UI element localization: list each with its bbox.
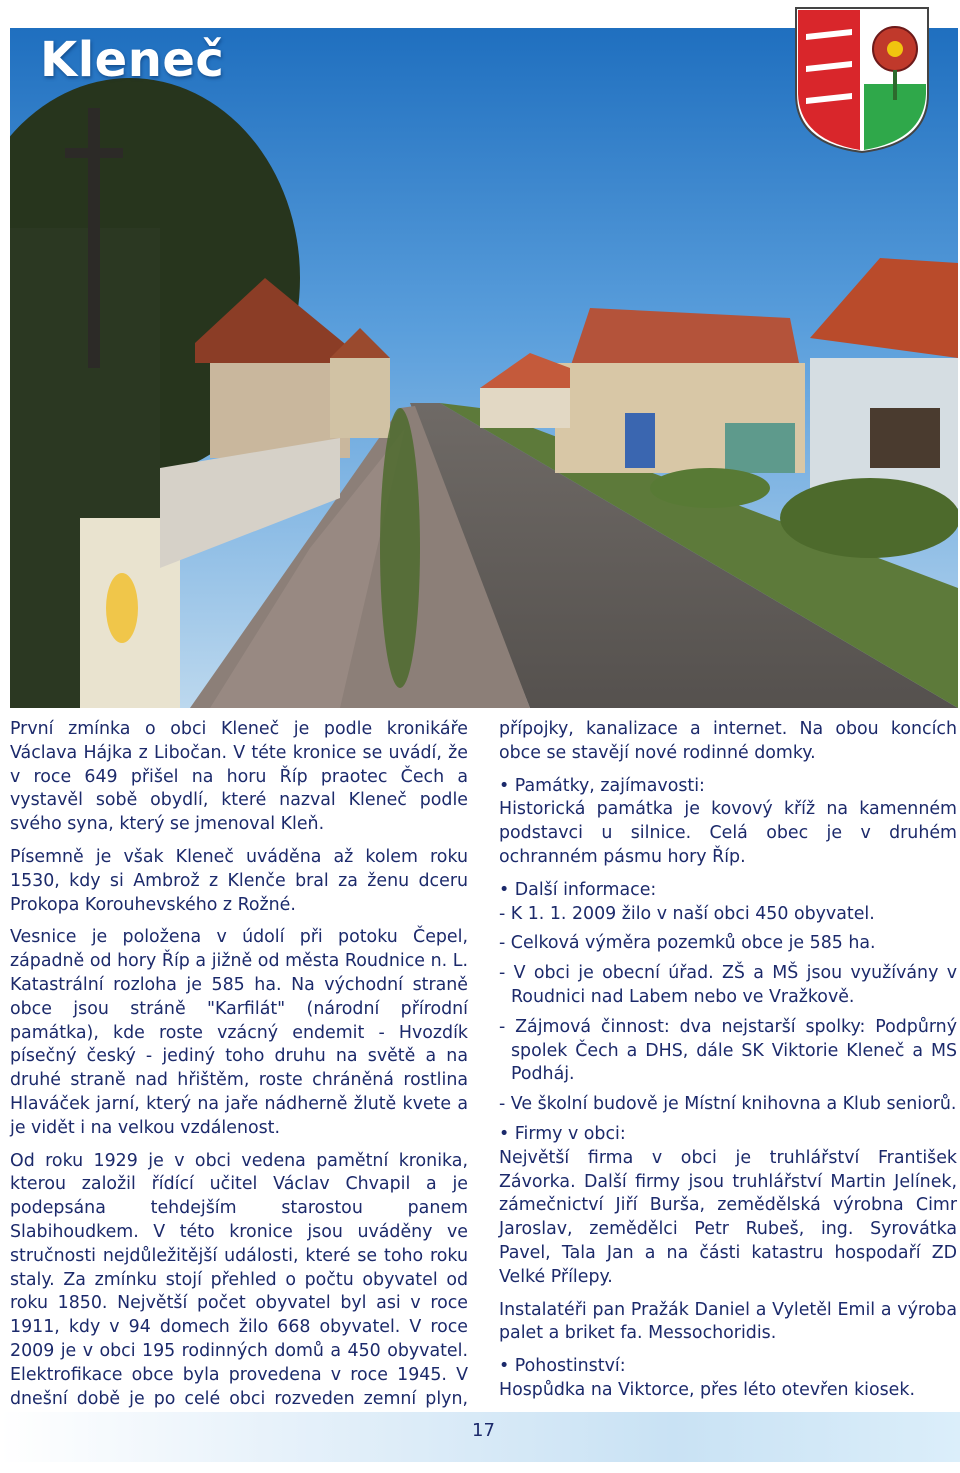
info-item: - K 1. 1. 2009 žilo v naší obci 450 obyvatel. bbox=[499, 903, 875, 924]
paragraph-written-record: Písemně je však Kleneč uváděna až kolem roku 1530, kdy si Ambrož z Klenče bral za ženu dceru Prokopa Korouhevského z Rožné. bbox=[10, 846, 468, 915]
coat-of-arms-emblem bbox=[792, 4, 932, 154]
section-heading-info: • Další informace: bbox=[499, 879, 657, 900]
section-heading-pubs: • Pohostinství: bbox=[499, 1356, 626, 1377]
section-heading-companies: • Firmy v obci: bbox=[499, 1123, 626, 1144]
pubs-text: Hospůdka na Viktorce, přes léto otevřen kiosek. bbox=[499, 1379, 915, 1400]
landmarks-text: Historická památka je kovový kříž na kamenném podstavci u silnice. Celá obec je v druhém ochranném pásmu hory Říp. bbox=[499, 799, 957, 867]
paragraph-first-mention: První zmínka o obci Kleneč je podle kronikáře Václava Hájka z Libočan. V téte kronice se uvádí, že v roce 649 přišel na horu Říp praotec Čech a vystavěl sobě obydlí, které nazval Kleneč podle svého syna, který se jmenoval Kleň. bbox=[10, 719, 468, 835]
info-item: - V obci je obecní úřad. ZŠ a MŠ jsou využívány v Roudnici nad Labem nebo ve Vražkově. bbox=[499, 963, 957, 1007]
page-number: 17 bbox=[472, 1420, 495, 1441]
left-text-column bbox=[10, 718, 468, 1444]
info-item: - Zájmová činnost: dva nejstarší spolky: Podpůrný spolek Čech a DHS, dále SK Viktorie Kleneč a MS Podháj. bbox=[499, 1016, 957, 1085]
companies-text: Instalatéři pan Pražák Daniel a Vyletěl Emil a výroba palet a briket fa. Messochoridis. bbox=[499, 1299, 957, 1344]
paragraph-continuation: přípojky, kanalizace a internet. Na obou koncích obce se stavějí nové rodinné domky. bbox=[499, 719, 957, 763]
companies-text: Největší firma v obci je truhlářství František Závorka. Další firmy jsou truhlářství Martin Jelínek, zámečnictví Jiří Burša, zemědělská výrobna Cimr Jaroslav, zemědělci Petr Rubeš, ing. Syrovátka Pavel, Tala Jan a na části katastru hospodaří ZD Velké Přílepy. bbox=[499, 1147, 957, 1287]
section-heading-landmarks: • Památky, zajímavosti: bbox=[499, 775, 705, 796]
page-title: Kleneč bbox=[40, 32, 225, 88]
info-item: - Celková výměra pozemků obce je 585 ha. bbox=[499, 933, 876, 954]
paragraph-chronicle: Od roku 1929 je v obci vedena pamětní kronika, kterou založil řídící učitel Václav Chvapil a je podepsána tehdejším starostou panem Slabihoudkem. V této kronice jsou uváděny ve stručnosti nejdůležitější události, které se toho roku staly. Za zmínku stojí přehled o počtu obyvatel od roku 1850. Největší počet obyvatel byl asi v roce 1911, kdy v 94 domech žilo 668 obyvatel. V roce 2009 je v obci 195 rodinných domů a 450 obyvatel. Elektrofikace obce byla provedena v roce 1945. V dnešní době je po celé obci rozveden zemní plyn, bbox=[10, 1150, 468, 1409]
right-text-column bbox=[499, 718, 957, 1412]
paragraph-location: Vesnice je položena v údolí při potoku Čepel, západně od hory Říp a jižně od města Roudnice n. L. Katastrální rozloha je 585 ha. Na východní straně obce jsou stráně "Karfilát" (národní přírodní památka), kde roste vzácný endemit - Hvozdík písečný český - jediný toho druhu na světě a na druhé straně nad hřištěm, roste chráněná rostlina Hlaváček jarní, který na jaře nádherně žlutě kvete a je vidět i na velkou vzdálenost. bbox=[10, 927, 468, 1138]
info-item: - Ve školní budově je Místní knihovna a Klub seniorů. bbox=[499, 1094, 957, 1115]
